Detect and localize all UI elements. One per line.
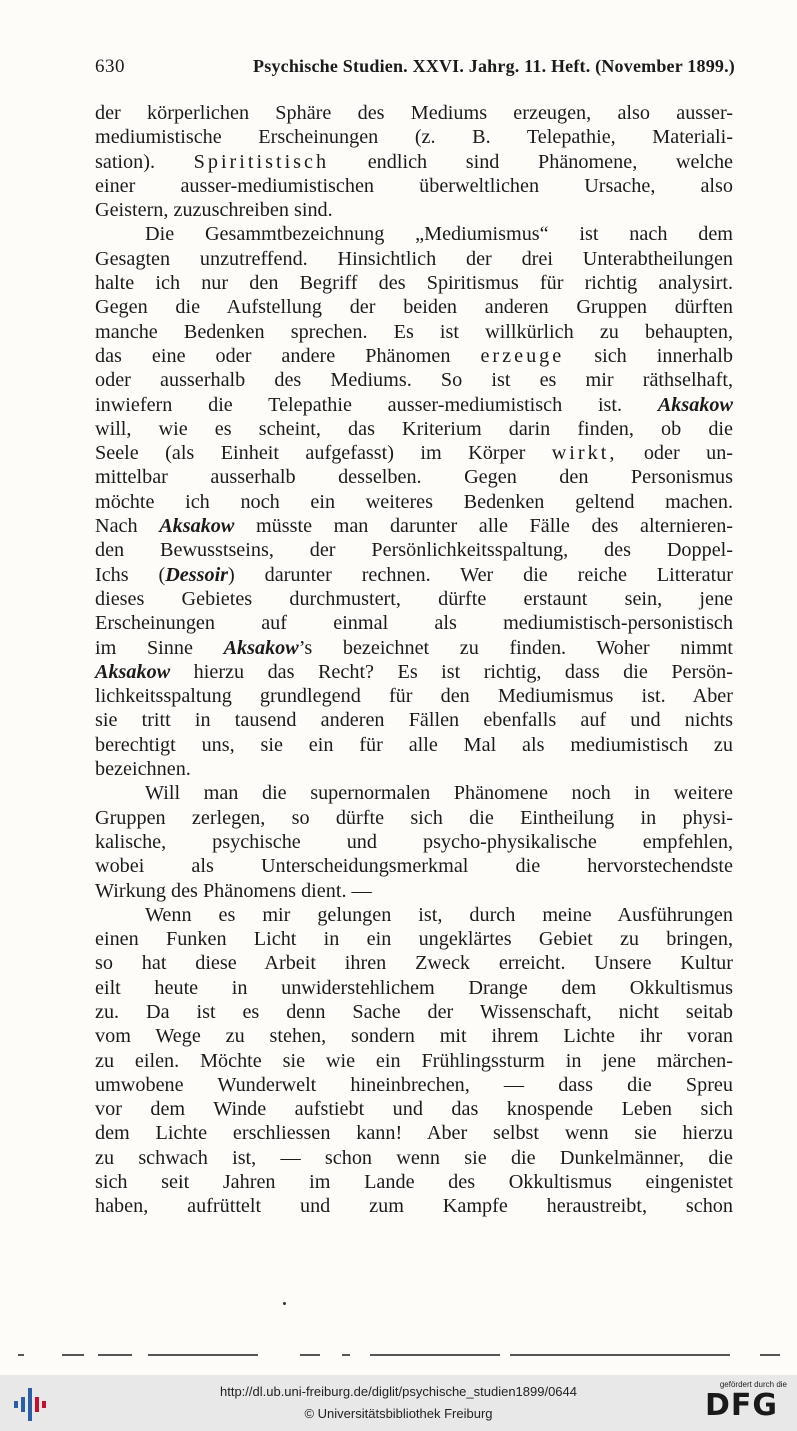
author-name: Aksakow (657, 393, 733, 416)
text-line: den Bewusstseins, der Persönlichkeitsspaltung, des Doppel- (95, 539, 733, 562)
text-line: halte ich nur den Begriff des Spiritismus für richtig analysirt. (95, 272, 733, 295)
paragraph-start-line: Wenn es mir gelungen ist, durch meine Ausführungen (145, 903, 733, 926)
text-line: Wirkung des Phänomens dient. — (95, 879, 372, 902)
text-line: Seele (als Einheit aufgefasst) im Körper wirkt, oder un- (95, 442, 734, 465)
text-line: sie tritt in tausend anderen Fällen ebenfalls auf und nichts (95, 709, 733, 732)
permalink-url[interactable]: http://dl.ub.uni-freiburg.de/diglit/psychische_studien1899/0644 (219, 1384, 578, 1399)
page-header (95, 56, 733, 84)
spaced-emphasis: Spiritistisch (193, 150, 330, 173)
text-line: mittelbar ausserhalb desselben. Gegen den Personismus (95, 466, 733, 489)
text-line: eilt heute in unwiderstehlichem Drange dem Okkultismus (95, 976, 733, 999)
text-line: kalische, psychische und psycho-physikalische empfehlen, (95, 830, 733, 853)
author-name: Aksakow (159, 515, 235, 538)
page-edge-mark (342, 1354, 350, 1356)
spaced-emphasis: erzeuge (480, 344, 565, 367)
text-line: will, wie es scheint, das Kriterium darin finden, ob die (95, 417, 733, 440)
copyright-notice: © Universitätsbibliothek Freiburg (304, 1406, 493, 1421)
text-line: inwiefern die Telepathie ausser-mediumistisch ist. Aksakow (95, 393, 733, 416)
text-line: sation). Spiritistisch endlich sind Phänomene, welche (95, 150, 734, 173)
text-line: einen Funken Licht in ein ungeklärtes Gebiet zu bringen, (95, 928, 733, 951)
page-edge-mark (760, 1354, 780, 1356)
text-line: Gruppen zerlegen, so dürfte sich die Eintheilung in physi- (95, 806, 733, 829)
text-line: dem Lichte erschliessen kann! Aber selbst wenn sie hierzu (95, 1122, 733, 1145)
paragraph-start-line: Die Gesammtbezeichnung „Mediumismus“ ist nach dem (145, 223, 733, 246)
page-edge-mark (300, 1354, 320, 1356)
text-line: das eine oder andere Phänomen erzeuge sich innerhalb (95, 344, 734, 367)
viewer-footer (0, 1375, 797, 1431)
text-line: lichkeitsspaltung grundlegend für den Mediumismus ist. Aber (95, 685, 733, 708)
text-line: Erscheinungen auf einmal als mediumistisch-personistisch (95, 612, 733, 635)
page-content (95, 56, 733, 1219)
page-edge-mark (148, 1354, 258, 1356)
text-line: Ichs (Dessoir) darunter rechnen. Wer die reiche Litteratur (95, 563, 734, 586)
author-name: Aksakow (95, 660, 171, 683)
page-edge-mark (98, 1354, 132, 1356)
text-line: Gegen die Aufstellung der beiden anderen Gruppen dürften (95, 296, 733, 319)
page-edge-mark (370, 1354, 500, 1356)
page-number: 630 (95, 56, 125, 77)
text-line: berechtigt uns, sie ein für alle Mal als mediumistisch zu (95, 733, 733, 756)
text-line: möchte ich noch ein weiteres Bedenken geltend machen. (95, 490, 733, 513)
text-line: der körperlichen Sphäre des Mediums erzeugen, also ausser- (95, 102, 733, 124)
text-line: einer ausser-mediumistischen überweltlichen Ursache, also (95, 174, 733, 197)
text-line: zu eilen. Möchte sie wie ein Frühlingssturm in jene märchen- (95, 1049, 733, 1072)
text-line: wobei als Unterscheidungsmerkmal die hervorstechendste (95, 855, 733, 878)
running-title: Psychische Studien. XXVI. Jahrg. 11. Heft. (November 1899.) (253, 56, 735, 76)
page-edge-mark (62, 1354, 84, 1356)
text-line: vor dem Winde aufstiebt und das knospende Leben sich (95, 1098, 733, 1121)
text-line: zu schwach ist, — schon wenn sie die Dunkelmänner, die (95, 1146, 733, 1169)
text-line: Geistern, zuzuschreiben sind. (95, 199, 333, 222)
author-name: Aksakow (223, 636, 299, 659)
text-line: Gesagten unzutreffend. Hinsichtlich der drei Unterabtheilungen (95, 247, 733, 270)
paragraph-start-line: Will man die supernormalen Phänomene noch in weitere (145, 782, 733, 805)
text-line: manche Bedenken sprechen. Es ist willkürlich zu behaupten, (95, 320, 733, 343)
text-line: Nach Aksakow müsste man darunter alle Fälle des alternieren- (95, 515, 734, 538)
spaced-emphasis: wirkt, (551, 442, 618, 465)
text-line: sich seit Jahren im Lande des Okkultismus eingenistet (95, 1171, 733, 1194)
text-line: zu. Da ist es denn Sache der Wissenschaft, nicht seitab (95, 1000, 733, 1023)
text-line: bezeichnen. (95, 758, 191, 781)
page-edge-mark (510, 1354, 730, 1356)
text-line: mediumistische Erscheinungen (z. B. Telepathie, Materiali- (95, 126, 733, 149)
ink-speck (283, 1302, 286, 1305)
text-line: haben, aufrüttelt und zum Kampfe heraustreibt, schon (95, 1195, 733, 1218)
text-line: vom Wege zu stehen, sondern mit ihrem Lichte ihr voran (95, 1025, 733, 1048)
text-line: im Sinne Aksakow’s bezeichnet zu finden. Woher nimmt (95, 636, 734, 659)
author-name: Dessoir (165, 563, 229, 586)
dfg-logo-icon: DFG (705, 1388, 779, 1423)
text-line: so hat diese Arbeit ihren Zweck erreicht. Unsere Kultur (95, 952, 733, 975)
text-line: Aksakow hierzu das Recht? Es ist richtig, dass die Persön- (95, 660, 733, 683)
text-line: oder ausserhalb des Mediums. So ist es mir räthselhaft, (95, 369, 733, 392)
text-line: umwobene Wunderwelt hineinbrechen, — dass die Spreu (95, 1073, 733, 1096)
text-line: dieses Gebietes durchmustert, dürfte erstaunt sein, jene (95, 587, 733, 610)
body-text (95, 101, 733, 1219)
dfg-caption: gefördert durch die (719, 1380, 787, 1389)
page-edge-mark (18, 1354, 24, 1356)
